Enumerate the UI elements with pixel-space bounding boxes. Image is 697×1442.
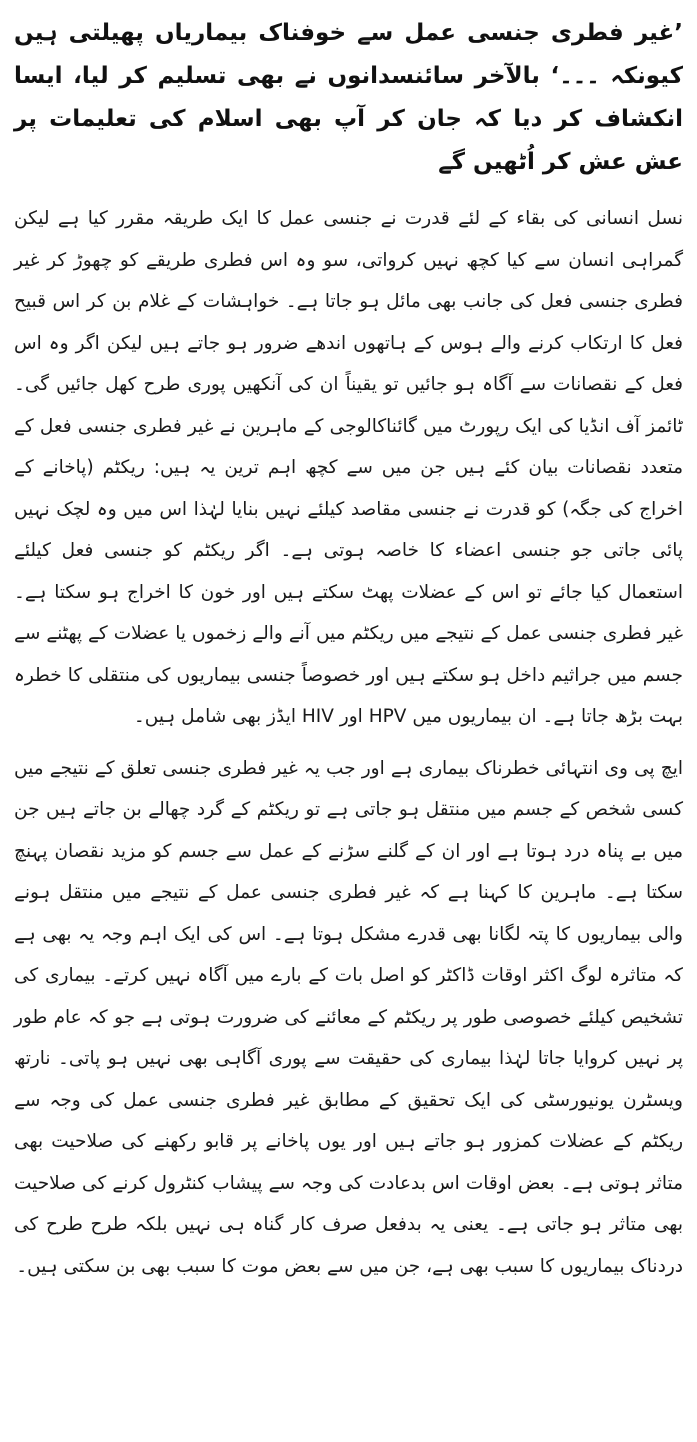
article-paragraph-1: نسل انسانی کی بقاء کے لئے قدرت نے جنسی عمل کا ایک طریقہ مقرر کیا ہے لیکن گمراہی انسان سے کیا کچھ نہیں کرواتی، سو وہ اس فطری طریقے کو چھوڑ کر غیر فطری جنسی فعل کی جانب بھی مائل ہو جاتا ہے۔ خواہشات کے غلام بن کر اس قبیح فعل کا ارتکاب کرنے والے ہوس کے ہاتھوں اندھے ضرور ہو جاتے ہیں لیکن اگر وہ اس فعل کے نقصانات سے آگاہ ہو جائیں تو یقیناً ان کی آنکھیں پوری طرح کھل جائیں گی۔ ٹائمز آف انڈیا کی ایک رپورٹ میں گائناکالوجی کے ماہرین نے غیر فطری جنسی فعل کے متعدد نقصانات بیان کئے ہیں جن میں سے کچھ اہم ترین یہ ہیں: ریکٹم (پاخانے کے اخراج کی جگہ) کو قدرت نے جنسی مقاصد کیلئے نہیں بنایا لہٰذا اس میں وہ لچک نہیں پائی جاتی جو جنسی اعضاء کا خاصہ ہوتی ہے۔ اگر ریکٹم کو جنسی فعل کیلئے استعمال کیا جائے تو اس کے عضلات پھٹ سکتے ہیں اور خون کا اخراج ہو سکتا ہے۔ غیر فطری جنسی عمل کے نتیجے میں ریکٹم میں آنے والے زخموں یا عضلات کے پھٹنے سے جسم میں جراثیم داخل ہو سکتے ہیں اور خصوصاً جنسی بیماریوں کی منتقلی کا خطرہ بہت بڑھ جاتا ہے۔ ان بیماریوں میں HPV اور HIV ایڈز بھی شامل ہیں۔ xyxy=(14,208,683,727)
article-paragraph-2: ایچ پی وی انتہائی خطرناک بیماری ہے اور جب یہ غیر فطری جنسی تعلق کے نتیجے میں کسی شخص کے جسم میں منتقل ہو جاتی ہے تو ریکٹم کے گرد چھالے بن جاتے ہیں جن میں بے پناہ درد ہوتا ہے اور ان کے گلنے سڑنے کے عمل سے جسم کو مزید نقصان پہنچ سکتا ہے۔ ماہرین کا کہنا ہے کہ غیر فطری جنسی عمل کے نتیجے میں منتقل ہونے والی بیماریوں کا پتہ لگانا بھی قدرے مشکل ہوتا ہے۔ اس کی ایک اہم وجہ یہ بھی ہے کہ متاثرہ لوگ اکثر اوقات ڈاکٹر کو اصل بات کے بارے میں آگاہ نہیں کرتے۔ بیماری کی تشخیص کیلئے خصوصی طور پر ریکٹم کے معائنے کی ضرورت ہوتی ہے جو کہ عام طور پر نہیں کروایا جاتا لہٰذا بیماری کی حقیقت سے پوری آگاہی بھی نہیں ہو پاتی۔ نارتھ ویسٹرن یونیورسٹی کی ایک تحقیق کے مطابق غیر فطری جنسی عمل کی وجہ سے ریکٹم کے عضلات کمزور ہو جاتے ہیں اور یوں پاخانے پر قابو رکھنے کی صلاحیت بھی متاثر ہوتی ہے۔ بعض اوقات اس بدعادت کی وجہ سے پیشاب کنٹرول کرنے کی صلاحیت بھی متاثر ہو جاتی ہے۔ یعنی یہ بدفعل صرف کار گناہ ہی نہیں بلکہ طرح طرح کی دردناک بیماریوں کا سبب بھی ہے، جن میں سے بعض موت کا سبب بھی بن سکتی ہیں۔ xyxy=(14,757,683,1277)
article-headline: ’غیر فطری جنسی عمل سے خوفناک بیماریاں پھیلتی ہیں کیونکہ ۔۔۔‘ بالآخر سائنسدانوں نے بھی تسلیم کر لیا، ایسا انکشاف کر دیا کہ جان کر آپ بھی اسلام کی تعلیمات پر عش عش کر اُٹھیں گے xyxy=(14,20,683,175)
